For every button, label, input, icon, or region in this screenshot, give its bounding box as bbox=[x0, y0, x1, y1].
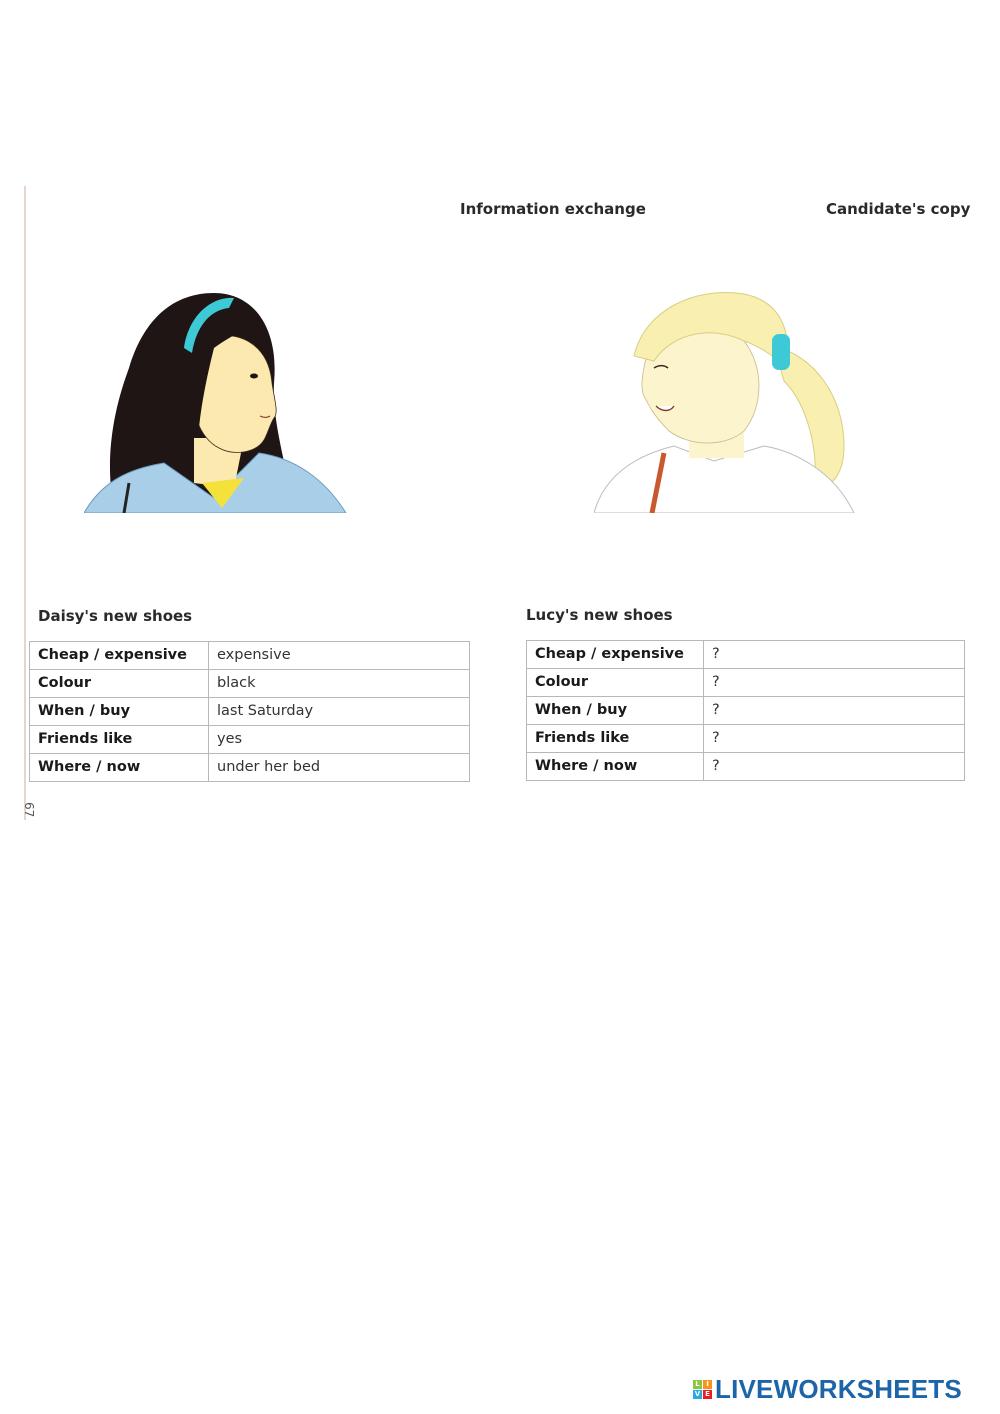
logo-badge-icon: L I V E bbox=[693, 1380, 712, 1399]
row-answer[interactable]: ? bbox=[704, 697, 965, 725]
liveworksheets-logo bbox=[693, 1375, 962, 1403]
row-answer[interactable]: ? bbox=[704, 669, 965, 697]
table-row bbox=[527, 753, 965, 781]
lucy-illustration bbox=[594, 286, 858, 513]
row-value: under her bed bbox=[209, 754, 470, 782]
table-row bbox=[30, 698, 470, 726]
row-label: Friends like bbox=[30, 726, 209, 754]
table-row bbox=[30, 726, 470, 754]
row-label: Colour bbox=[30, 670, 209, 698]
table-row bbox=[527, 641, 965, 669]
lucy-table-title: Lucy's new shoes bbox=[526, 606, 673, 624]
daisy-table-title: Daisy's new shoes bbox=[38, 607, 193, 625]
table-row bbox=[30, 754, 470, 782]
logo-text: LIVEWORKSHEETS bbox=[715, 1373, 962, 1404]
row-label: Cheap / expensive bbox=[527, 641, 704, 669]
row-answer[interactable]: ? bbox=[704, 725, 965, 753]
page-margin-line bbox=[24, 186, 26, 820]
daisy-info-table bbox=[29, 641, 470, 782]
table-row bbox=[527, 669, 965, 697]
lucy-info-table bbox=[526, 640, 965, 781]
table-row bbox=[30, 670, 470, 698]
page-number: 67 bbox=[22, 802, 36, 818]
row-answer[interactable]: ? bbox=[704, 753, 965, 781]
section-title-information-exchange: Information exchange bbox=[460, 200, 646, 218]
table-row bbox=[30, 642, 470, 670]
daisy-illustration bbox=[84, 288, 352, 513]
row-value: yes bbox=[209, 726, 470, 754]
row-label: When / buy bbox=[30, 698, 209, 726]
row-value: black bbox=[209, 670, 470, 698]
row-label: When / buy bbox=[527, 697, 704, 725]
row-label: Where / now bbox=[30, 754, 209, 782]
row-label: Friends like bbox=[527, 725, 704, 753]
row-value: expensive bbox=[209, 642, 470, 670]
row-answer[interactable]: ? bbox=[704, 641, 965, 669]
row-label: Where / now bbox=[527, 753, 704, 781]
candidates-copy-label: Candidate's copy bbox=[826, 200, 971, 218]
row-label: Colour bbox=[527, 669, 704, 697]
table-row bbox=[527, 697, 965, 725]
row-value: last Saturday bbox=[209, 698, 470, 726]
table-row bbox=[527, 725, 965, 753]
row-label: Cheap / expensive bbox=[30, 642, 209, 670]
